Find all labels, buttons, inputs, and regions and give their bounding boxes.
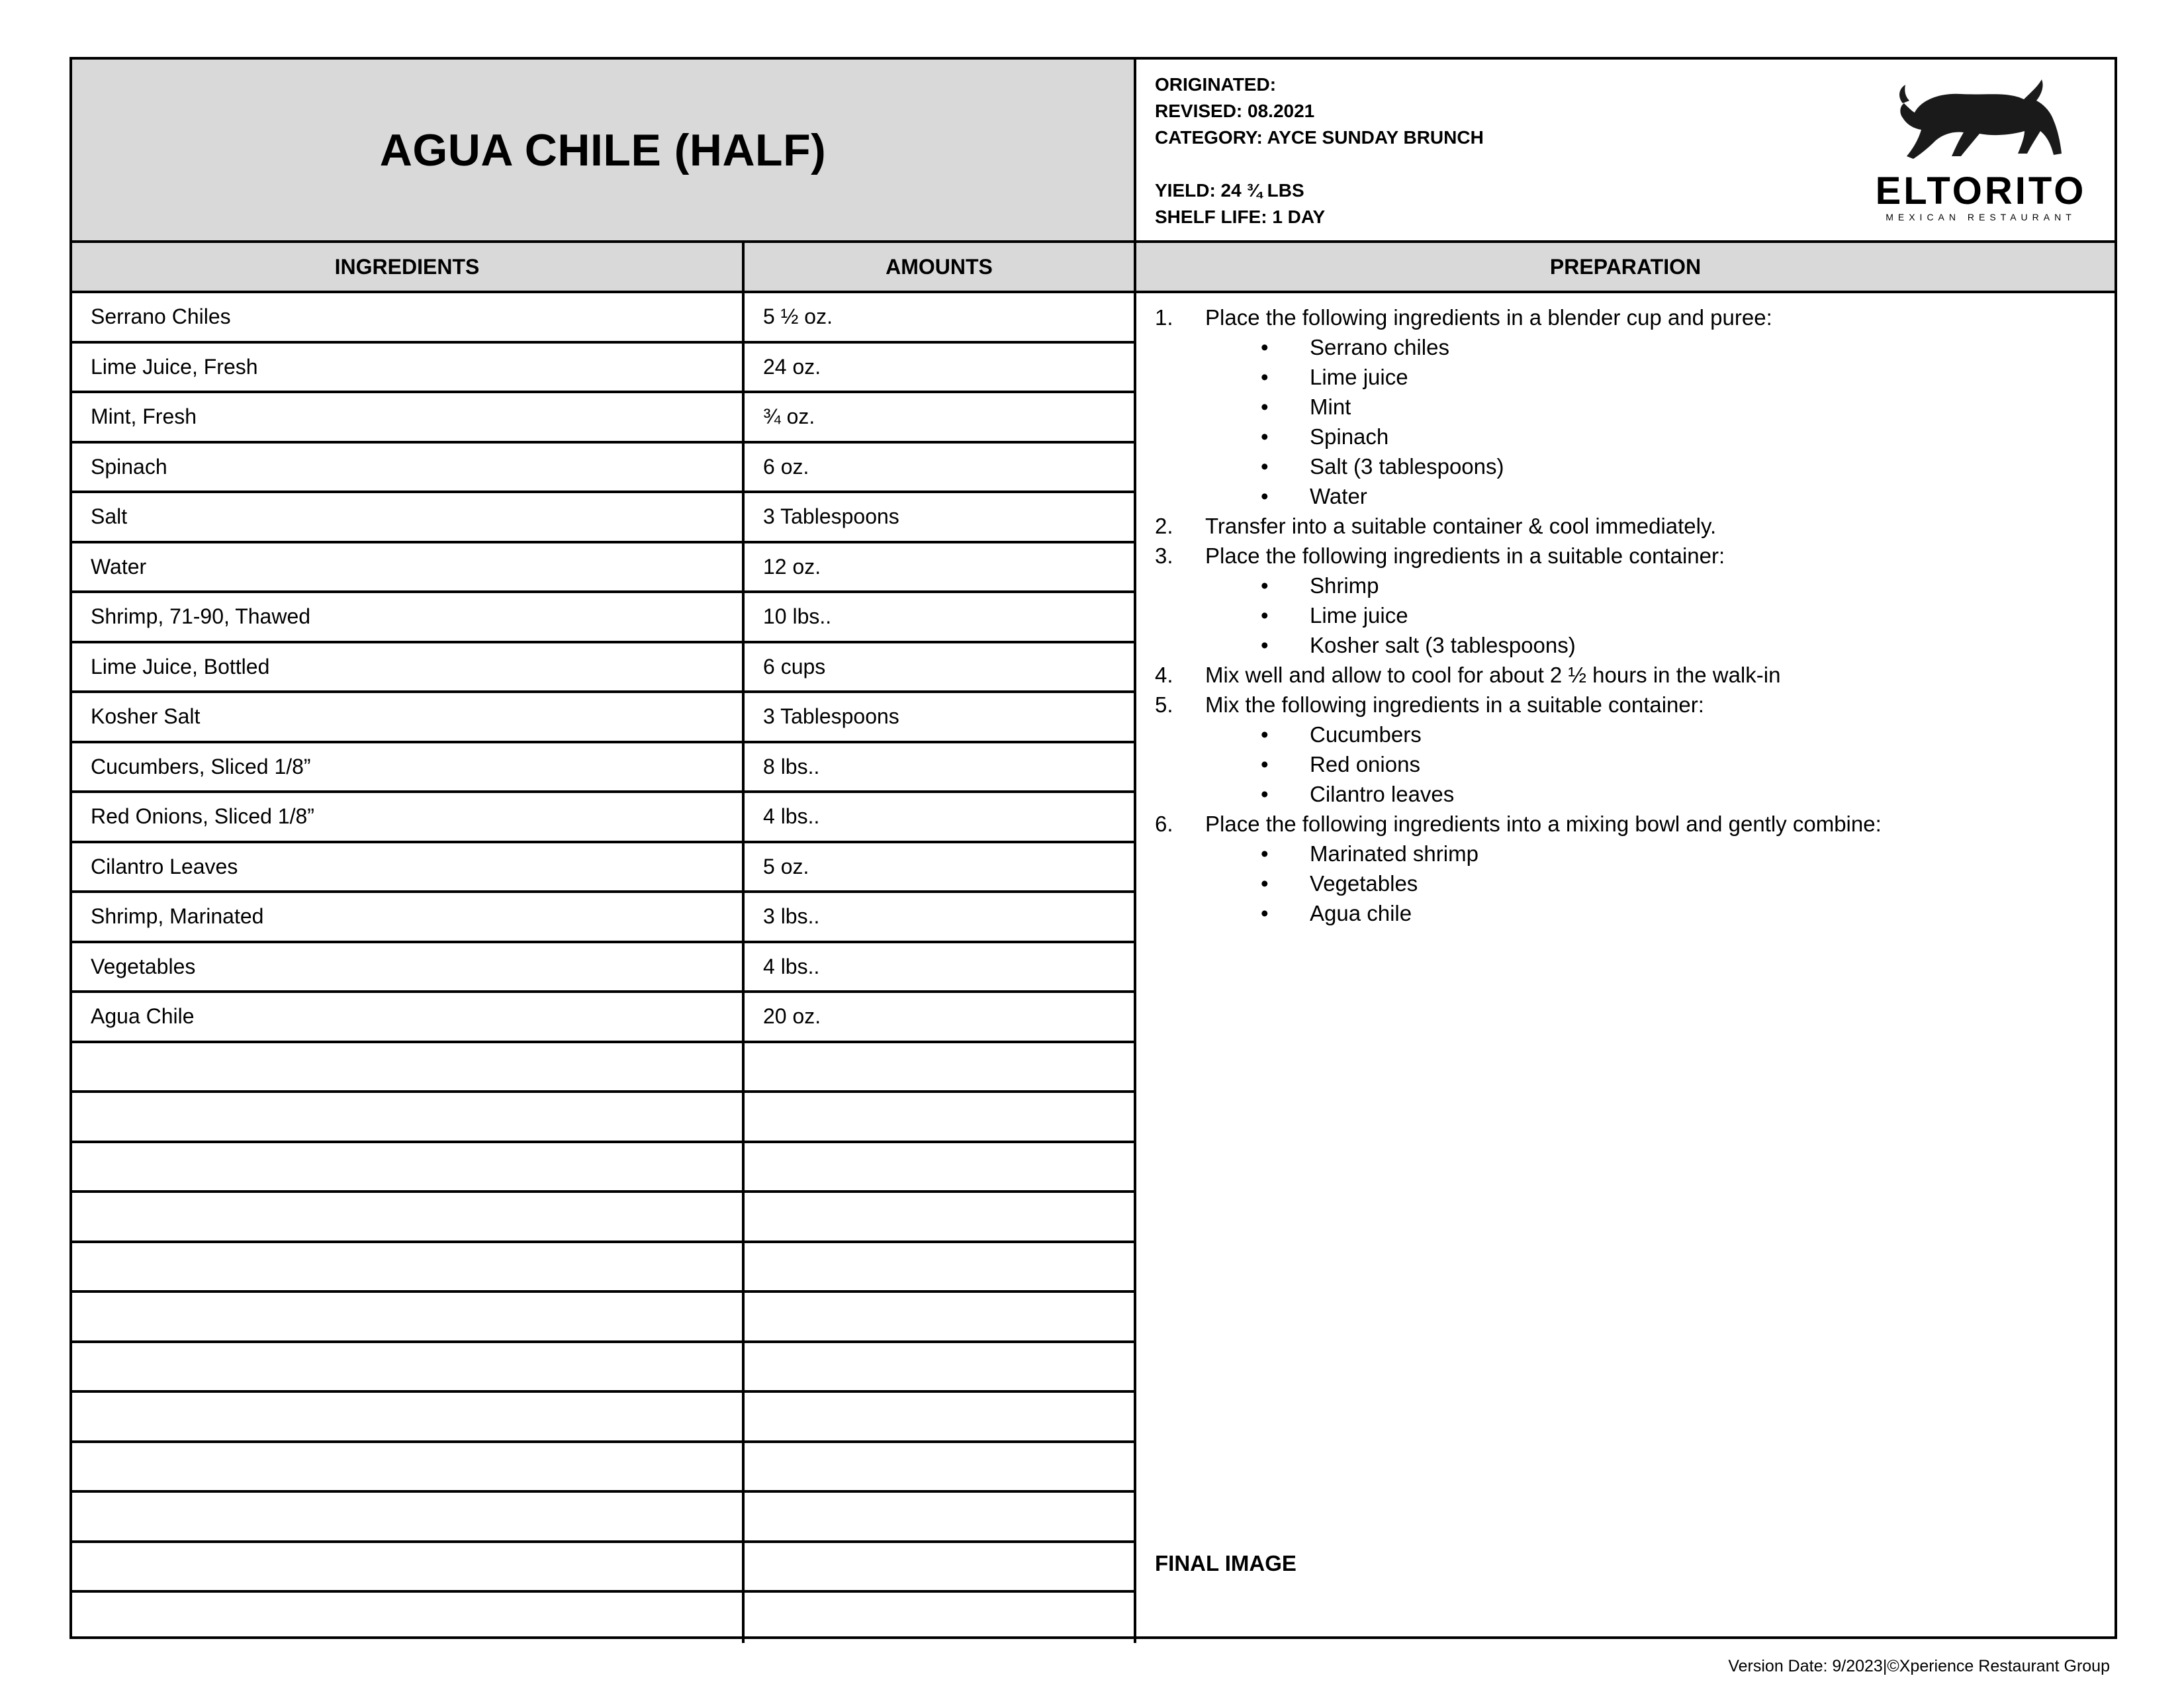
ingredient-name: Shrimp, Marinated [72, 893, 745, 941]
bullet-icon: • [1261, 335, 1269, 359]
ingredient-name [72, 1043, 745, 1091]
logo-subtitle: MEXICAN RESTAURANT [1886, 212, 2076, 222]
bullet-text: Cilantro leaves [1310, 782, 1455, 806]
step-text: Place the following ingredients into a mixing bowl and gently combine: [1205, 812, 1882, 836]
ingredient-amount: ¾ oz. [745, 393, 1136, 441]
table-row [72, 1193, 1136, 1243]
bullet-icon: • [1261, 722, 1269, 747]
ingredient-amount: 4 lbs.. [745, 793, 1136, 841]
ingredient-amount [745, 1443, 1136, 1491]
step-text: Place the following ingredients in a suitable container: [1205, 543, 1725, 568]
ingredient-name [72, 1393, 745, 1440]
ingredient-name: Spinach [72, 444, 745, 491]
table-row [72, 1043, 1136, 1094]
bullet-text: Shrimp [1310, 573, 1379, 598]
table-row [72, 843, 1136, 894]
bull-icon [1895, 73, 2067, 172]
amounts-header: AMOUNTS [745, 243, 1136, 293]
ingredient-name: Serrano Chiles [72, 293, 745, 341]
ingredient-name [72, 1593, 745, 1643]
bullet-icon: • [1261, 424, 1269, 449]
prep-bullet-item [1155, 362, 1882, 392]
bullet-icon: • [1261, 782, 1269, 806]
step-number: 6. [1155, 812, 1173, 836]
ingredient-amount [745, 1543, 1136, 1591]
prep-bullet-item [1155, 600, 1882, 630]
ingredient-amount: 3 Tablespoons [745, 493, 1136, 541]
bullet-icon: • [1261, 365, 1269, 389]
bullet-icon: • [1261, 484, 1269, 508]
prep-step [1155, 303, 1882, 332]
prep-bullet-item [1155, 422, 1882, 451]
ingredient-name: Agua Chile [72, 993, 745, 1041]
table-row [72, 344, 1136, 394]
ingredient-name: Salt [72, 493, 745, 541]
ingredient-amount: 6 oz. [745, 444, 1136, 491]
prep-step [1155, 541, 1882, 571]
bullet-icon: • [1261, 871, 1269, 896]
category: CATEGORY: AYCE SUNDAY BRUNCH [1155, 127, 1484, 148]
bullet-text: Spinach [1310, 424, 1389, 449]
table-row [72, 793, 1136, 843]
revised: REVISED: 08.2021 [1155, 101, 1315, 121]
ingredient-name: Cucumbers, Sliced 1/8” [72, 743, 745, 791]
table-row [72, 543, 1136, 594]
prep-step [1155, 511, 1882, 541]
ingredient-amount [745, 1343, 1136, 1391]
ingredient-name [72, 1243, 745, 1291]
table-row [72, 643, 1136, 694]
prep-bullet-item [1155, 481, 1882, 511]
ingredient-name: Mint, Fresh [72, 393, 745, 441]
bullet-text: Kosher salt (3 tablespoons) [1310, 633, 1576, 657]
prep-bullet-item [1155, 451, 1882, 481]
yield: YIELD: 24 ¾ LBS [1155, 180, 1304, 201]
ingredient-amount: 24 oz. [745, 344, 1136, 391]
shelf-life: SHELF LIFE: 1 DAY [1155, 207, 1326, 227]
ingredient-name [72, 1143, 745, 1191]
prep-bullet-item [1155, 332, 1882, 362]
prep-step [1155, 809, 1882, 839]
table-row [72, 993, 1136, 1043]
bullet-text: Red onions [1310, 752, 1420, 776]
ingredient-name: Lime Juice, Bottled [72, 643, 745, 691]
table-row [72, 293, 1136, 344]
info-cell [1136, 60, 2115, 243]
table-row [72, 1543, 1136, 1593]
ingredient-amount: 3 Tablespoons [745, 693, 1136, 741]
prep-bullet-item [1155, 749, 1882, 779]
ingredient-amount [745, 1593, 1136, 1643]
ingredient-name: Lime Juice, Fresh [72, 344, 745, 391]
ingredient-name [72, 1293, 745, 1340]
ingredient-name [72, 1443, 745, 1491]
bullet-icon: • [1261, 395, 1269, 419]
bullet-text: Water [1310, 484, 1367, 508]
table-row [72, 393, 1136, 444]
table-row [72, 1093, 1136, 1143]
step-text: Mix the following ingredients in a suitable container: [1205, 692, 1704, 717]
ingredient-name [72, 1193, 745, 1241]
table-row [72, 1243, 1136, 1293]
prep-step [1155, 690, 1882, 720]
step-text: Transfer into a suitable container & cool immediately. [1205, 514, 1717, 538]
ingredient-amount: 4 lbs.. [745, 943, 1136, 991]
prep-bullet-item [1155, 392, 1882, 422]
table-row [72, 1293, 1136, 1343]
step-number: 2. [1155, 514, 1173, 538]
ingredient-amount [745, 1493, 1136, 1540]
bullet-text: Serrano chiles [1310, 335, 1449, 359]
table-row [72, 593, 1136, 643]
recipe-title: AGUA CHILE (HALF) [379, 124, 827, 175]
bullet-icon: • [1261, 841, 1269, 866]
bullet-text: Mint [1310, 395, 1351, 419]
recipe-info [1155, 71, 1484, 230]
table-row [72, 1593, 1136, 1643]
ingredient-name: Shrimp, 71-90, Thawed [72, 593, 745, 641]
ingredient-amount: 10 lbs.. [745, 593, 1136, 641]
ingredient-amount: 5 oz. [745, 843, 1136, 891]
preparation-steps [1155, 303, 1882, 928]
table-row [72, 1443, 1136, 1493]
table-row [72, 493, 1136, 543]
bullet-icon: • [1261, 901, 1269, 925]
table-row [72, 743, 1136, 794]
logo-brand: ELTORITO [1875, 169, 2087, 212]
recipe-card [69, 57, 2117, 1639]
ingredient-amount [745, 1293, 1136, 1340]
ingredients-header: INGREDIENTS [72, 243, 745, 293]
bullet-text: Cucumbers [1310, 722, 1422, 747]
prep-step [1155, 660, 1882, 690]
ingredient-amount: 12 oz. [745, 543, 1136, 591]
prep-bullet-item [1155, 898, 1882, 928]
ingredient-name: Water [72, 543, 745, 591]
table-row [72, 1143, 1136, 1194]
table-row [72, 444, 1136, 494]
ingredient-name [72, 1543, 745, 1591]
step-number: 5. [1155, 692, 1173, 717]
table-row [72, 693, 1136, 743]
el-torito-logo [1868, 73, 2093, 225]
step-number: 4. [1155, 663, 1173, 687]
prep-bullet-item [1155, 868, 1882, 898]
bullet-text: Lime juice [1310, 365, 1408, 389]
prep-bullet-item [1155, 571, 1882, 600]
originated: ORIGINATED: [1155, 74, 1277, 95]
step-number: 3. [1155, 543, 1173, 568]
bullet-icon: • [1261, 633, 1269, 657]
preparation-header: PREPARATION [1136, 243, 2115, 293]
bullet-text: Agua chile [1310, 901, 1412, 925]
bullet-icon: • [1261, 454, 1269, 479]
ingredient-name [72, 1343, 745, 1391]
table-row [72, 893, 1136, 943]
ingredient-name [72, 1093, 745, 1141]
step-number: 1. [1155, 305, 1173, 330]
ingredient-amount: 20 oz. [745, 993, 1136, 1041]
bullet-text: Marinated shrimp [1310, 841, 1479, 866]
table-row [72, 1493, 1136, 1543]
table-row [72, 943, 1136, 994]
ingredient-amount: 6 cups [745, 643, 1136, 691]
ingredients-table [72, 293, 1136, 1643]
prep-bullet-item [1155, 779, 1882, 809]
ingredient-name: Vegetables [72, 943, 745, 991]
ingredient-amount [745, 1393, 1136, 1440]
table-row [72, 1393, 1136, 1443]
footer-version: Version Date: 9/2023|©Xperience Restaurant Group [1728, 1657, 2110, 1675]
ingredient-amount [745, 1243, 1136, 1291]
title-cell [72, 60, 1136, 243]
bullet-icon: • [1261, 752, 1269, 776]
ingredient-name: Red Onions, Sliced 1/8” [72, 793, 745, 841]
ingredient-amount: 8 lbs.. [745, 743, 1136, 791]
prep-bullet-item [1155, 720, 1882, 749]
bullet-icon: • [1261, 603, 1269, 628]
bullet-icon: • [1261, 573, 1269, 598]
step-text: Place the following ingredients in a blender cup and puree: [1205, 305, 1772, 330]
prep-bullet-item [1155, 630, 1882, 660]
step-text: Mix well and allow to cool for about 2 ½ hours in the walk-in [1205, 663, 1781, 687]
ingredient-amount [745, 1043, 1136, 1091]
bullet-text: Salt (3 tablespoons) [1310, 454, 1504, 479]
ingredient-amount [745, 1193, 1136, 1241]
ingredient-amount [745, 1093, 1136, 1141]
table-row [72, 1343, 1136, 1393]
prep-bullet-item [1155, 839, 1882, 868]
final-image-label: FINAL IMAGE [1155, 1551, 1297, 1575]
bullet-text: Vegetables [1310, 871, 1418, 896]
ingredient-amount: 5 ½ oz. [745, 293, 1136, 341]
preparation-section [1136, 293, 2115, 1636]
ingredient-name [72, 1493, 745, 1540]
ingredient-amount: 3 lbs.. [745, 893, 1136, 941]
bullet-text: Lime juice [1310, 603, 1408, 628]
ingredient-amount [745, 1143, 1136, 1191]
ingredient-name: Cilantro Leaves [72, 843, 745, 891]
ingredient-name: Kosher Salt [72, 693, 745, 741]
